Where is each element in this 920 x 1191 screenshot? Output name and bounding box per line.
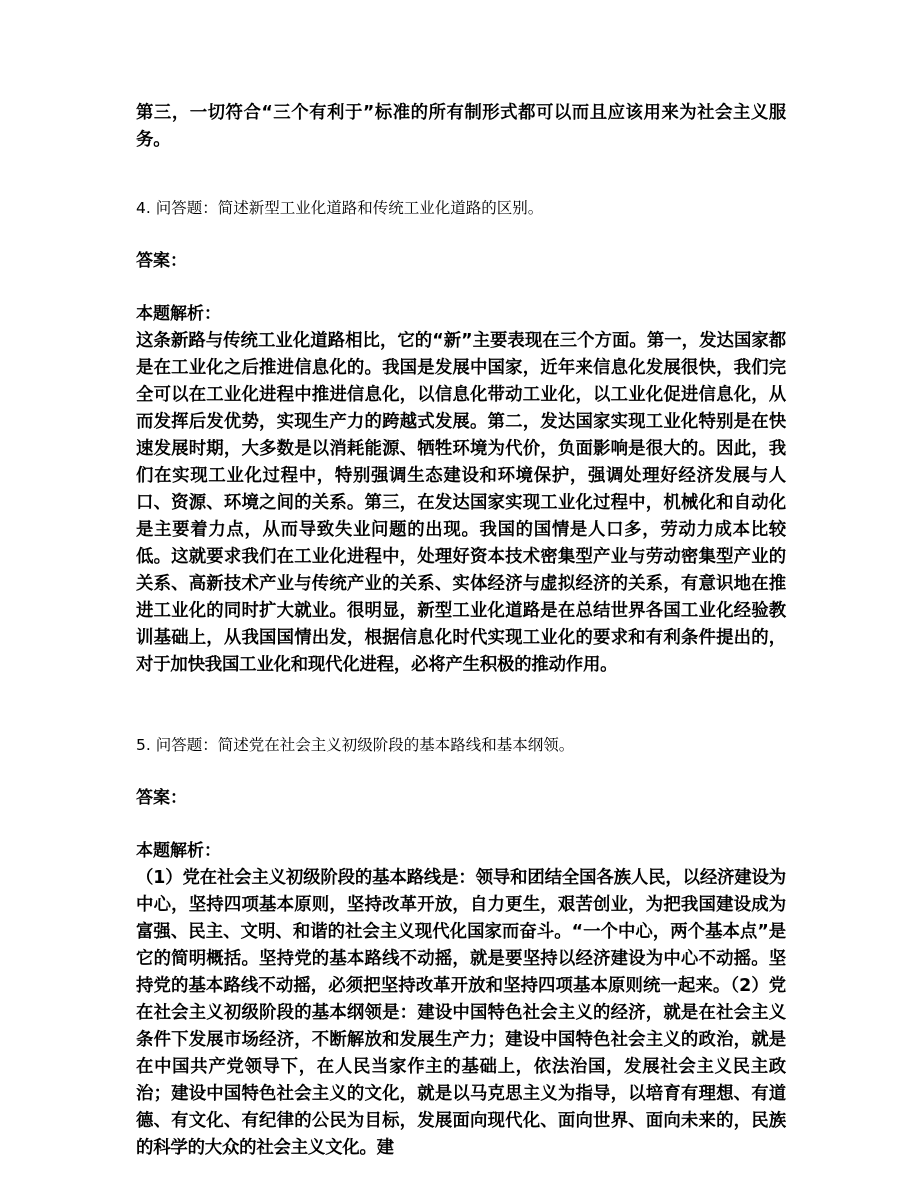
document-page [136, 100, 786, 1162]
question-type: 问答题： [155, 199, 218, 217]
question-text: 简述新型工业化道路和传统工业化道路的区别。 [217, 199, 544, 217]
analysis-text: （1）党在社会主义初级阶段的基本路线是：领导和团结全国各族人民，以经济建设为中心，坚持四项基本原则，坚持改革开放，自力更生，艰苦创业，为把我国建设成为富强、民主、文明、和谐的社会主义现代化国家而奋斗。“一个中心，两个基本点”是它的简明概括。坚持党的基本路线不动摇，就是要坚持以经济建设为中心不动摇。坚持党的基本路线不动摇，必须把坚持改革开放和坚持四项基本原则统一起来。（2）党在社会主义初级阶段的基本纲领是：建设中国特色社会主义的经济，就是在社会主义条件下发展市场经济，不断解放和发展生产力；建设中国特色社会主义的政治，就是在中国共产党领导下，在人民当家作主的基础上，依法治国，发展社会主义民主政治；建设中国特色社会主义的文化，就是以马克思主义为指导，以培育有理想、有道德、有文化、有纪律的公民为目标，发展面向现代化、面向世界、面向未来的，民族的科学的大众的社会主义文化。建 [136, 868, 786, 1158]
question-line [136, 195, 786, 222]
analysis-text: 这条新路与传统工业化道路相比，它的“新”主要表现在三个方面。第一，发达国家都是在工业化之后推进信息化的。我国是发展中国家，近年来信息化发展很快，我们完全可以在工业化进程中推进信息化，以信息化带动工业化，以工业化促进信息化，从而发挥后发优势，实现生产力的跨越式发展。第二，发达国家实现工业化特别是在快速发展时期，大多数是以消耗能源、牺牲环境为代价，负面影响是很大的。因此，我们在实现工业化过程中，特别强调生态建设和环境保护，强调处理好经济发展与人口、资源、环境之间的关系。第三，在发达国家实现工业化过程中，机械化和自动化是主要着力点，从而导致失业问题的出现。我国的国情是人口多，劳动力成本比较低。这就要求我们在工业化进程中，处理好资本技术密集型产业与劳动密集型产业的关系、高新技术产业与传统产业的关系、实体经济与虚拟经济的关系，有意识地在推进工业化的同时扩大就业。很明显，新型工业化道路是在总结世界各国工业化经验教训基础上，从我国国情出发，根据信息化时代实现工业化的要求和有利条件提出的，对于加快我国工业化和现代化进程，必将产生积极的推动作用。 [136, 331, 786, 675]
answer-label: 答案： [136, 788, 187, 808]
question-text: 简述党在社会主义初级阶段的基本路线和基本纲领。 [217, 736, 575, 754]
question-line [136, 732, 786, 759]
intro-paragraph: 第三，一切符合“三个有利于”标准的所有制形式都可以而且应该用来为社会主义服务。 [136, 103, 786, 150]
question-type: 问答题： [155, 736, 218, 754]
answer-label: 答案： [136, 251, 187, 271]
analysis-label: 本题解析： [136, 304, 221, 324]
question-number: 5. [136, 736, 151, 754]
question-block-4 [136, 195, 786, 679]
question-block-5 [136, 732, 786, 1162]
analysis-label: 本题解析： [136, 841, 221, 861]
question-number: 4. [136, 199, 151, 217]
